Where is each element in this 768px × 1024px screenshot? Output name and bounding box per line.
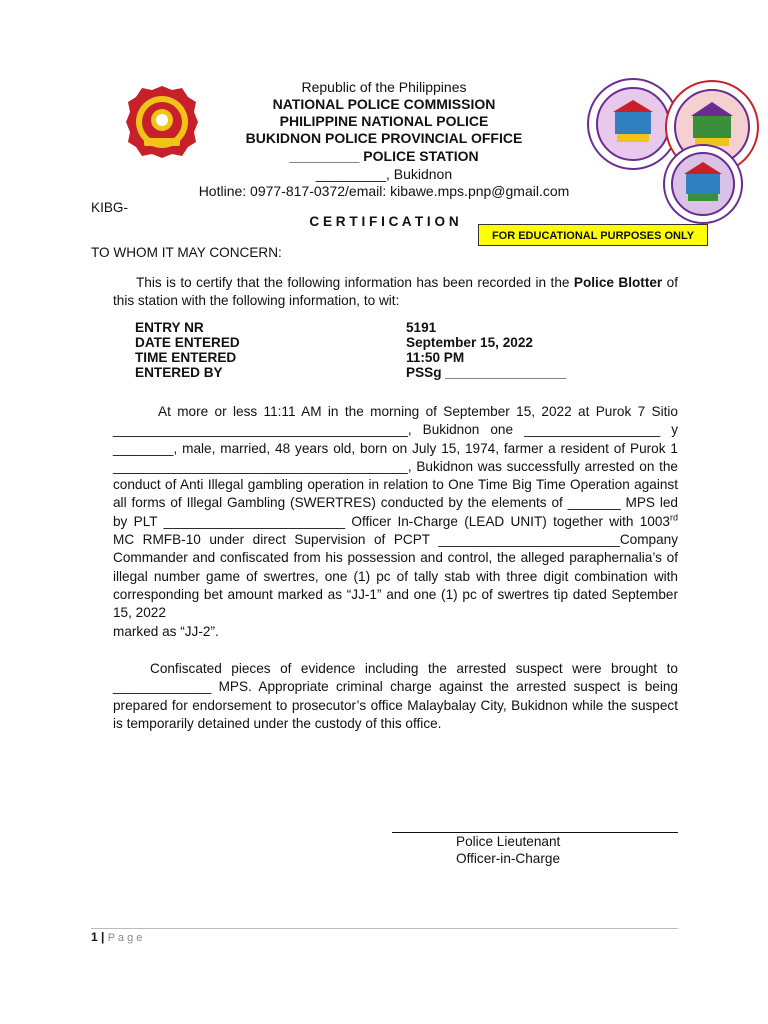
page-label: P a g e bbox=[107, 932, 143, 944]
entry-row bbox=[135, 320, 436, 336]
narrative-last-line: marked as “JJ-2”. bbox=[113, 623, 219, 639]
entry-row bbox=[135, 335, 533, 351]
narrative-paragraph bbox=[113, 403, 678, 641]
signature-line bbox=[392, 832, 678, 833]
location-line: _________, Bukidnon bbox=[315, 166, 453, 182]
entry-row bbox=[135, 365, 566, 381]
police-bold: Police bbox=[573, 275, 614, 290]
educational-badge: FOR EDUCATIONAL PURPOSES ONLY bbox=[478, 224, 708, 246]
document-title: C E R T I F I C A T I O N bbox=[309, 214, 459, 229]
entry-label: ENTRY NR bbox=[135, 320, 204, 335]
salutation: TO WHOM IT MAY CONCERN: bbox=[91, 245, 282, 260]
footer-divider bbox=[91, 928, 678, 929]
intro-text-end: of this station with the following information, to wit: bbox=[113, 275, 679, 309]
signatory-position: Officer-in-Charge bbox=[456, 850, 561, 866]
station-line: _________ POLICE STATION bbox=[289, 148, 479, 164]
hotline-line: Hotline: 0977-817-0372/email: kibawe.mps.pnp@gmail.com bbox=[198, 183, 570, 199]
entry-value: 5191 bbox=[406, 320, 437, 335]
signatory-rank: Police Lieutenant bbox=[456, 834, 561, 849]
intro-text: This is to certify that the following information has been recorded in the bbox=[136, 275, 574, 290]
entry-value: 11:50 PM bbox=[406, 350, 465, 365]
republic-line: Republic of the Philippines bbox=[301, 79, 467, 95]
intro-paragraph bbox=[113, 274, 678, 311]
entry-value: September 15, 2022 bbox=[406, 335, 533, 350]
ordinal-suffix: rd bbox=[669, 512, 678, 523]
entry-label: TIME ENTERED bbox=[135, 350, 237, 365]
entry-value: PSSg ________________ bbox=[406, 365, 567, 380]
narrative-text: At more or less 11:11 AM in the morning of September 15, 2022 at Purok 7 Sitio _______________________________________, Bukidnon one __________________ y ________, male, married, 48 years old, born on July 15, 1974, farmer a resident of Purok 1 _______________________________________, Bukidnon was successfully arrested on the conduct of Anti Illegal gambling operation in relation to One Time Big Time Operation against all forms of Illegal Gambling (SWERTRES) conducted by the elements of _______ MPS led by PLT ________________________ Officer In-Charge (LEAD UNIT) together with 1003 bbox=[113, 404, 678, 529]
evidence-text: Confiscated pieces of evidence including the arrested suspect were brought to _____________ MPS. Appropriate criminal charge against the arrested suspect is being prepared for endorsement to prosecutor’s office Malaybalay City, Bukidnon while the suspect is temporarily detained under the custody of this office. bbox=[113, 661, 678, 731]
agency-line: PHILIPPINE NATIONAL POLICE bbox=[279, 113, 489, 129]
commission-line: NATIONAL POLICE COMMISSION bbox=[272, 96, 496, 112]
narrative-text-cont: MC RMFB-10 under direct Supervision of PCPT ________________________Company Commander and confiscated from his possession and control, the alleged paraphernalia’s of illegal number game of swertres, one (1) pc of tally stab with three digit combination with corresponding bet amount marked as “JJ-1” and one (1) pc of swertres tip dated September 15, 2022 bbox=[113, 532, 678, 621]
reference-number: KIBG- bbox=[91, 200, 129, 215]
page-number: 1 bbox=[91, 930, 98, 944]
signature-block bbox=[456, 834, 560, 867]
blotter-bold: Blotter bbox=[618, 275, 663, 290]
entry-row bbox=[135, 350, 464, 366]
entry-label: DATE ENTERED bbox=[135, 335, 240, 350]
office-line: BUKIDNON POLICE PROVINCIAL OFFICE bbox=[245, 130, 523, 146]
evidence-paragraph bbox=[113, 660, 678, 733]
page-footer: 1 | P a g e bbox=[91, 930, 143, 944]
entry-label: ENTERED BY bbox=[135, 365, 223, 380]
